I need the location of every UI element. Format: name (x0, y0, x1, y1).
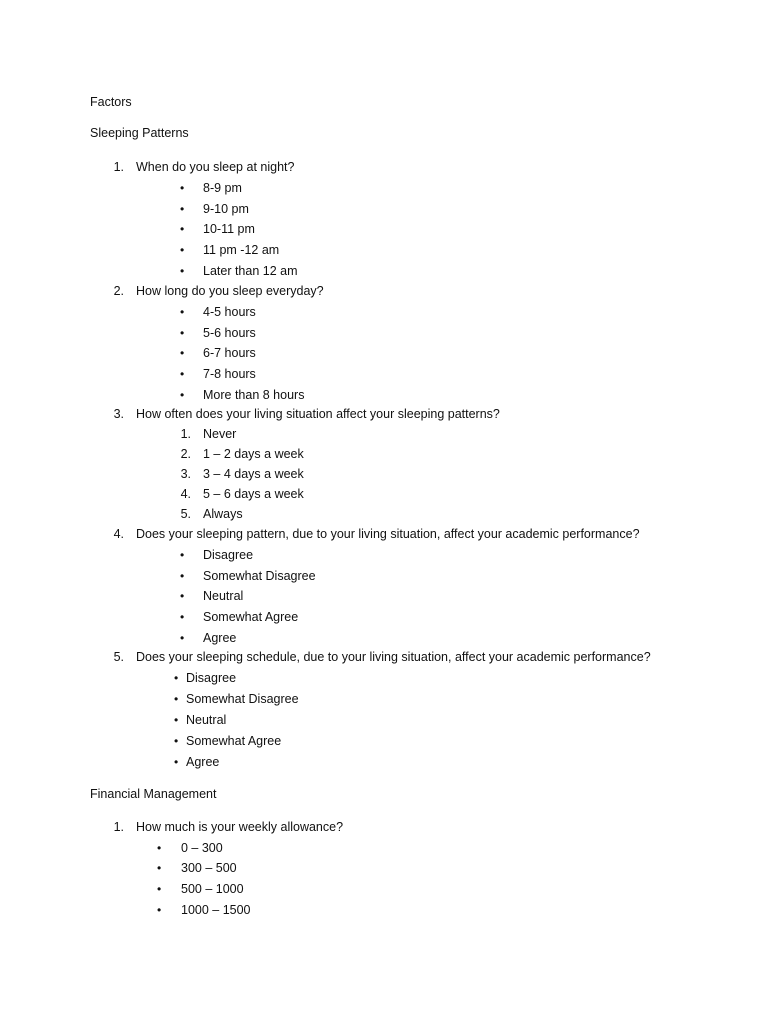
bullet-marker: • (180, 222, 185, 236)
question-text: Does your sleeping schedule, due to your living situation, affect your academic performance? (136, 650, 651, 664)
question-text: Does your sleeping pattern, due to your living situation, affect your academic performance? (136, 527, 640, 541)
option-label: Agree (186, 755, 220, 769)
bullet-marker: • (180, 326, 185, 340)
option-number: 3. (180, 467, 191, 481)
option-label: Somewhat Agree (203, 610, 299, 624)
question-text: When do you sleep at night? (136, 160, 295, 174)
document-title: Factors (90, 95, 132, 109)
option-label: Disagree (203, 548, 254, 562)
option-label: 1000 – 1500 (181, 903, 251, 917)
option-label: 0 – 300 (181, 841, 223, 855)
section-heading: Sleeping Patterns (90, 126, 189, 140)
option-label: 5-6 hours (203, 326, 256, 340)
question-number: 4. (113, 527, 124, 541)
option-label: Always (203, 507, 243, 521)
bullet-marker: • (157, 861, 162, 875)
question-number: 3. (113, 407, 124, 421)
bullet-marker: • (157, 882, 162, 896)
option-label: Somewhat Agree (186, 734, 282, 748)
option-label: Never (203, 427, 237, 441)
bullet-marker: • (180, 388, 185, 402)
option-label: Somewhat Disagree (203, 569, 316, 583)
option-label: 10-11 pm (203, 222, 255, 236)
bullet-marker: • (180, 569, 185, 583)
bullet-marker: • (180, 610, 185, 624)
bullet-marker: • (180, 631, 185, 645)
section-heading: Financial Management (90, 787, 217, 801)
bullet-marker: • (174, 734, 179, 748)
option-number: 2. (180, 447, 191, 461)
bullet-marker: • (180, 367, 185, 381)
option-label: 9-10 pm (203, 202, 249, 216)
bullet-marker: • (157, 903, 162, 917)
bullet-marker: • (174, 713, 179, 727)
bullet-marker: • (180, 264, 185, 278)
bullet-marker: • (174, 692, 179, 706)
question-number: 2. (113, 284, 124, 298)
option-label: Later than 12 am (203, 264, 298, 278)
option-label: 3 – 4 days a week (203, 467, 304, 481)
option-label: 7-8 hours (203, 367, 256, 381)
option-number: 1. (180, 427, 191, 441)
option-label: 6-7 hours (203, 346, 256, 360)
option-number: 5. (180, 507, 191, 521)
option-label: Disagree (186, 671, 237, 685)
option-label: More than 8 hours (203, 388, 305, 402)
bullet-marker: • (180, 346, 185, 360)
option-label: Somewhat Disagree (186, 692, 299, 706)
question-number: 1. (113, 820, 124, 834)
bullet-marker: • (180, 589, 185, 603)
question-number: 5. (113, 650, 124, 664)
option-number: 4. (180, 487, 191, 501)
option-label: Neutral (186, 713, 227, 727)
question-text: How often does your living situation affect your sleeping patterns? (136, 407, 500, 421)
option-label: 500 – 1000 (181, 882, 244, 896)
bullet-marker: • (157, 841, 162, 855)
bullet-marker: • (174, 671, 179, 685)
option-label: 1 – 2 days a week (203, 447, 304, 461)
question-text: How much is your weekly allowance? (136, 820, 344, 834)
option-label: 8-9 pm (203, 181, 242, 195)
option-label: 5 – 6 days a week (203, 487, 304, 501)
bullet-marker: • (174, 755, 179, 769)
option-label: 4-5 hours (203, 305, 256, 319)
bullet-marker: • (180, 202, 185, 216)
bullet-marker: • (180, 243, 185, 257)
bullet-marker: • (180, 181, 185, 195)
question-text: How long do you sleep everyday? (136, 284, 324, 298)
option-label: 300 – 500 (181, 861, 237, 875)
option-label: 11 pm -12 am (203, 243, 280, 257)
bullet-marker: • (180, 548, 185, 562)
bullet-marker: • (180, 305, 185, 319)
question-number: 1. (113, 160, 124, 174)
option-label: Neutral (203, 589, 244, 603)
option-label: Agree (203, 631, 237, 645)
